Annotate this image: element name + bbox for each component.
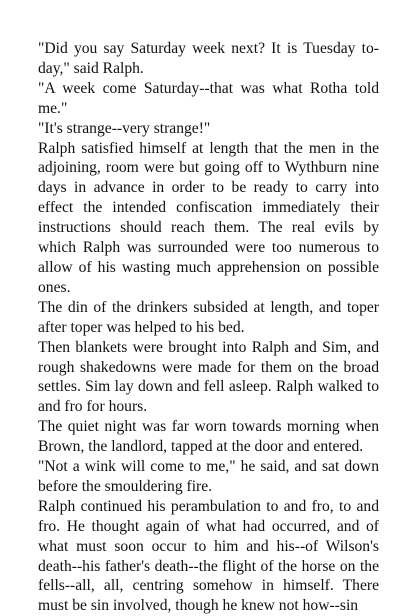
paragraph: Then blankets were brought into Ralph and Sim, and rough shakedowns were made for them on the broad settles. Sim lay down and fell asleep. Ralph walked to and fro for hours. xyxy=(38,338,379,416)
paragraph: "It's strange--very strange!" xyxy=(38,119,211,137)
paragraph: Ralph satisfied himself at length that the men in the adjoining, room were but going off to Wythburn nine days in advance in order to be ready to carry into effect the intended confiscation immediately their instructions should reach them. The real evils by which Ralph was surrounded were too numerous to allow of his wasting much apprehension on possible ones. xyxy=(38,139,379,296)
book-page-text xyxy=(38,39,379,616)
paragraph: The quiet night was far worn towards morning when Brown, the landlord, tapped at the door and entered. xyxy=(38,418,379,456)
paragraph: "A week come Saturday--that was what Rotha told me." xyxy=(38,79,379,117)
paragraph: "Not a wink will come to me," he said, and sat down before the smouldering fire. xyxy=(38,458,379,495)
paragraph: Ralph continued his perambulation to and fro, to and fro. He thought again of what had occurred, and of what must soon occur to him and his--of Wilson's death--his father's death--the flight of the horse on the fells--all, all, centring somehow in himself. There must be sin involved, though he knew not how--sin xyxy=(38,497,379,615)
paragraph: "Did you say Saturday week next? It is Tuesday to-day," said Ralph. xyxy=(38,40,379,77)
paragraph: The din of the drinkers subsided at length, and toper after toper was helped to his bed. xyxy=(38,298,379,336)
